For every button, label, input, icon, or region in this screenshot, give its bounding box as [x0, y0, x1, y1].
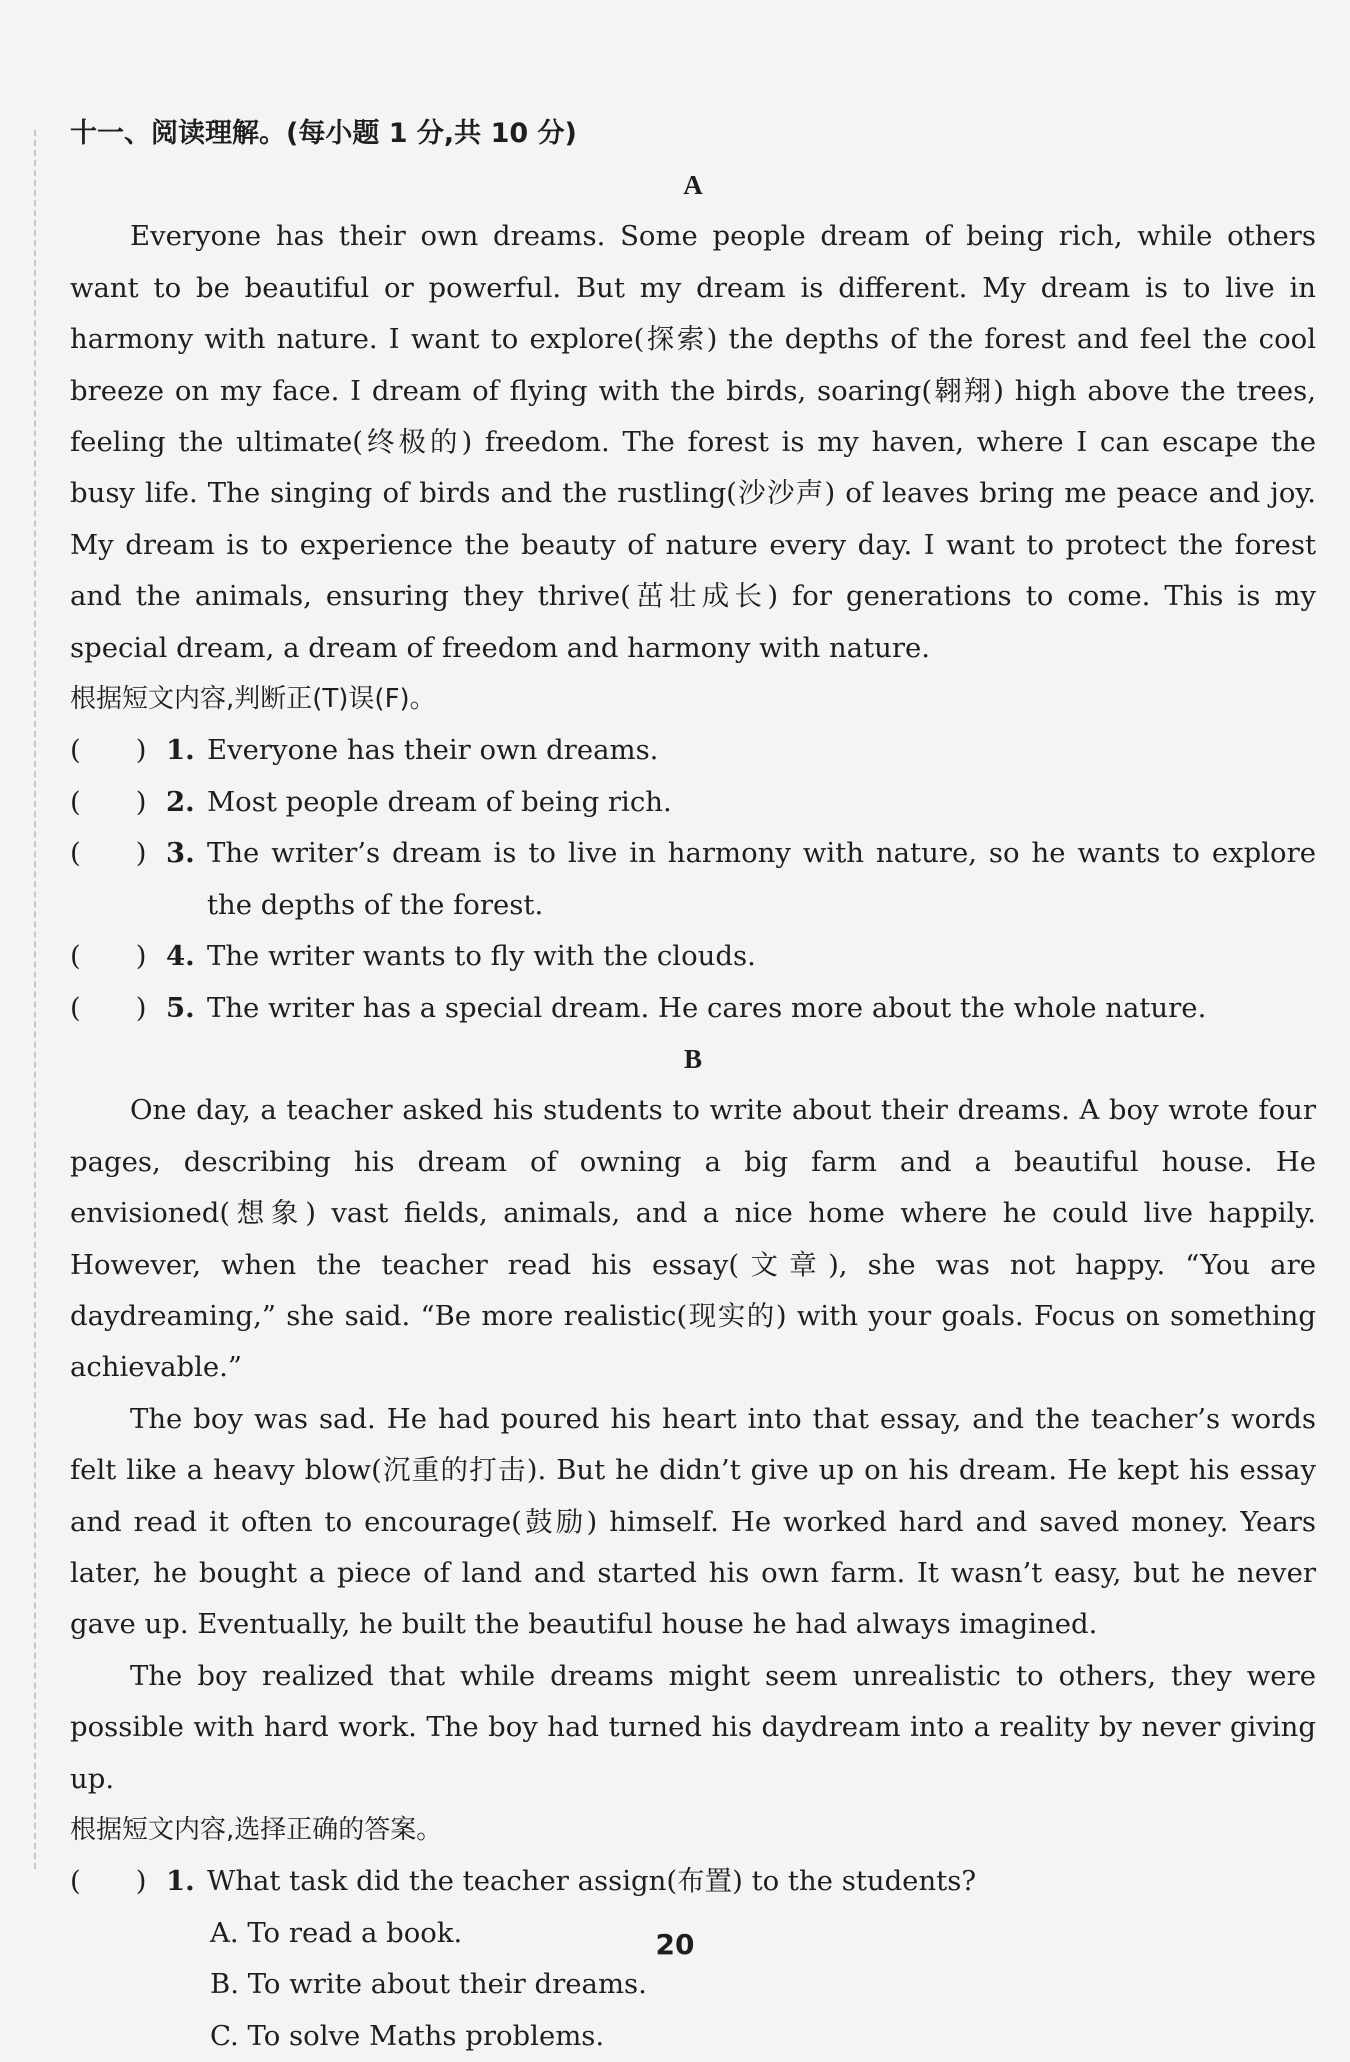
question-number: 1.: [166, 734, 195, 767]
question-text: The writer has a special dream. He cares more about the whole nature.: [207, 991, 1207, 1024]
page-number: 20: [655, 1928, 695, 1961]
answer-bracket[interactable]: ( ): [70, 940, 147, 973]
option-a[interactable]: A. To read a book.: [210, 1916, 463, 1949]
answer-bracket[interactable]: ( ): [70, 1865, 147, 1898]
passage-b-label: B: [683, 1043, 702, 1074]
question-text: What task did the teacher assign(布置) to the students?: [207, 1865, 977, 1898]
passage-a-paragraph: Everyone has their own dreams. Some people dream of being rich, while others want to be beautiful or powerful. But my dream is different. My dream is to live in harmony with nature. I want to explore(探索) the depths of the forest and feel the cool breeze on my face. I dream of flying with the birds, soaring(翱翔) high above the trees, feeling the ultimate(终极的) freedom. The forest is my haven, where I can escape the busy life. The singing of birds and the rustling(沙沙声) of leaves bring me peace and joy. My dream is to experience the beauty of nature every day. I want to protect the forest and the animals, ensuring they thrive(茁壮成长) for generations to come. This is my special dream, a dream of freedom and harmony with nature.: [70, 220, 1316, 664]
question-number: 1.: [166, 1865, 195, 1898]
passage-a-questions: [70, 725, 1316, 1033]
answer-bracket[interactable]: ( ): [70, 785, 147, 818]
question-item: [70, 1856, 1316, 1907]
passage-a-label: A: [683, 170, 703, 200]
passage-b-paragraph: One day, a teacher asked his students to write about their dreams. A boy wrote four pages, describing his dream of owning a big farm and a beautiful house. He envisioned(想象) vast fields, animals, and a nice home where he could live happily. However, when the teacher read his essay(文章), she was not happy. “You are daydreaming,” she said. “Be more realistic(现实的) with your goals. Focus on something achievable.”: [70, 1094, 1316, 1384]
passage-b-paragraph: The boy was sad. He had poured his heart into that essay, and the teacher’s words felt like a heavy blow(沉重的打击). But he didn’t give up on his dream. He kept his essay and read it often to encourage(鼓励) himself. He worked hard and saved money. Years later, he bought a piece of land and started his own farm. It wasn’t easy, but he never gave up. Eventually, he built the beautiful house he had always imagined.: [70, 1402, 1316, 1641]
question-text: The writer wants to fly with the clouds.: [207, 940, 756, 973]
question-item: [70, 983, 1316, 1034]
option-c[interactable]: C. To solve Maths problems.: [210, 2019, 605, 2052]
answer-bracket[interactable]: ( ): [70, 734, 147, 767]
section-heading: 十一、阅读理解。(每小题 1 分,共 10 分): [70, 118, 577, 149]
answer-bracket[interactable]: ( ): [70, 991, 147, 1024]
exercise-page: [70, 108, 1316, 2062]
question-text: Most people dream of being rich.: [207, 785, 672, 818]
question-text: Everyone has their own dreams.: [207, 734, 659, 767]
passage-b-paragraph: The boy realized that while dreams might seem unrealistic to others, they were possible with hard work. The boy had turned his daydream into a reality by never giving up.: [70, 1659, 1316, 1795]
question-number: 3.: [166, 837, 195, 870]
answer-bracket[interactable]: ( ): [70, 837, 147, 870]
margin-dashed-rule: [34, 130, 36, 1869]
passage-a-instruction: 根据短文内容,判断正(T)误(F)。: [70, 684, 436, 715]
question-item: [70, 777, 1316, 828]
question-text: The writer’s dream is to live in harmony with nature, so he wants to explore the depths of the forest.: [207, 837, 1316, 921]
question-item: [70, 828, 1316, 931]
question-number: 2.: [166, 785, 195, 818]
passage-b-instruction: 根据短文内容,选择正确的答案。: [70, 1815, 443, 1845]
option-b[interactable]: B. To write about their dreams.: [210, 1968, 647, 2001]
question-number: 5.: [166, 991, 195, 1024]
question-number: 4.: [166, 940, 195, 973]
question-item: [70, 725, 1316, 776]
question-item: [70, 931, 1316, 982]
